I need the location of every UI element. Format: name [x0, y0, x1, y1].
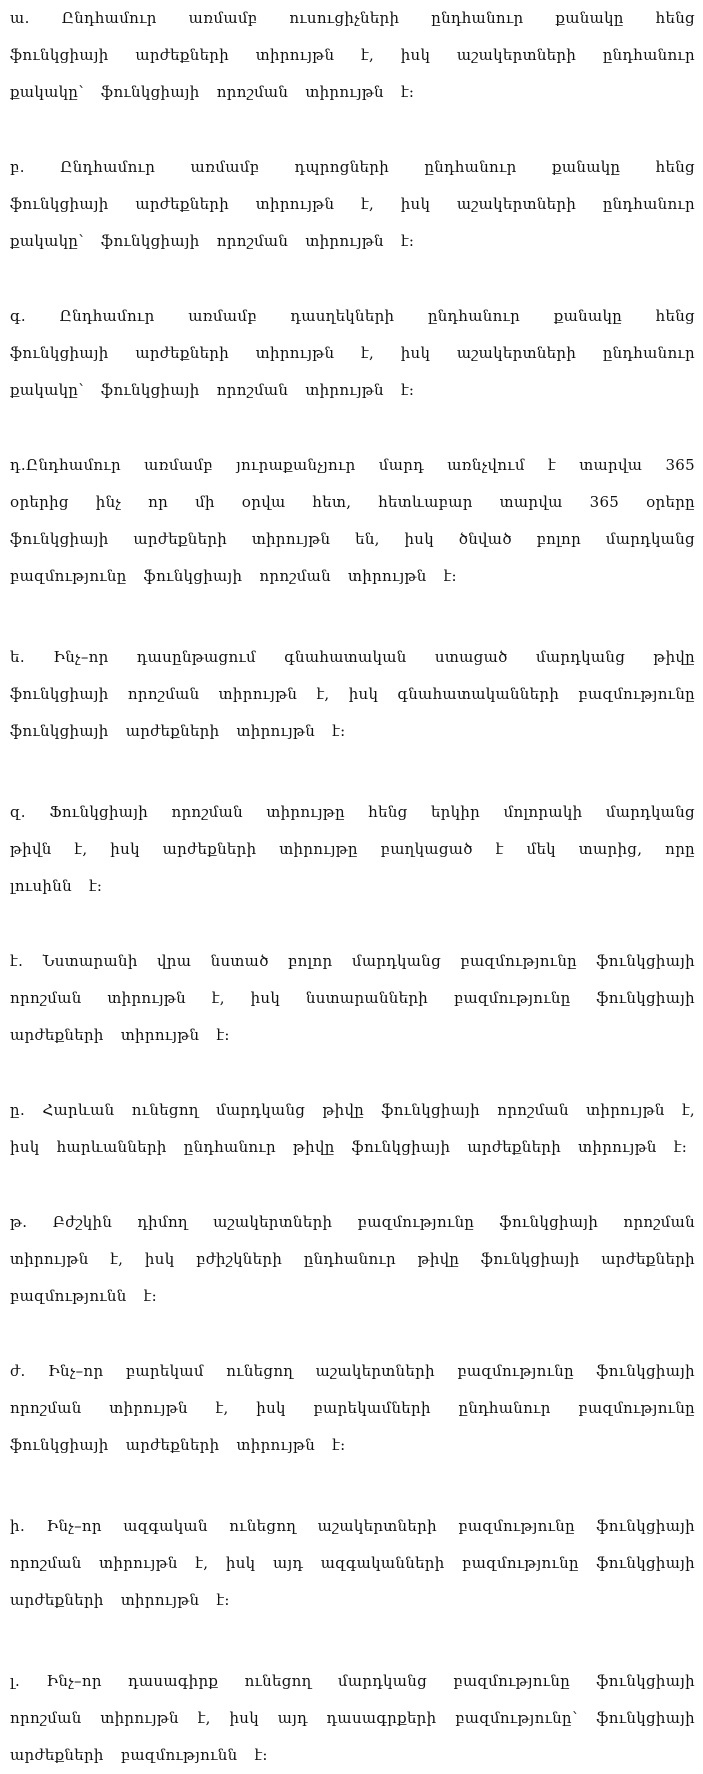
answer-option-y: ը․ Հարևան ունեցող մարդկանց թիվը ֆունկցիայի որոշման տիրույթն է, իսկ հարևանների ընդհանուր թիվը ֆունկցիայի արժեքների տիրույթն է: — [10, 1101, 695, 1156]
answer-option-e: ե․ Ինչ–որ դասընթացում գնահատական ստացած մարդկանց թիվը ֆունկցիայի որոշման տիրույթն է, իսկ գնահատականների բազմությունը ֆունկցիայի արժեքների տիրույթն է: — [10, 648, 695, 740]
answer-option-t: թ․ Բժշկին դիմող աշակերտների բազմությունը ֆունկցիայի որոշման տիրույթն է, իսկ բժիշկների ընդհանուր թիվը ֆունկցիայի արժեքների բազմությունն է: — [10, 1213, 695, 1305]
answer-option-z: զ․ Ֆունկցիայի որոշման տիրույթը հենց երկիր մոլորակի մարդկանց թիվն է, իսկ արժեքների տիրույթը բաղկացած է մեկ տարից, որը լուսինն է: — [10, 803, 695, 895]
answer-option-i: ի․ Ինչ–որ ազգական ունեցող աշակերտների բազմությունը ֆունկցիայի որոշման տիրույթն է, իսկ այդ ազգականների բազմությունը ֆունկցիայի արժեքների տիրույթն է: — [10, 1517, 695, 1609]
answer-option-a: ա․ Ընդհամուր առմամբ ուսուցիչների ընդհանուր քանակը հենց ֆունկցիայի արժեքների տիրույթն է, իսկ աշակերտների ընդհանուր քակակը՝ ֆունկցիայի որոշման տիրույթն է: — [10, 9, 695, 101]
answer-option-l: լ․ Ինչ–որ դասագիրք ունեցող մարդկանց բազմությունը ֆունկցիայի որոշման տիրույթն է, իսկ այդ դասագրքերի բազմությունը՝ ֆունկցիայի արժեքների բազմությունն է: — [10, 1672, 695, 1764]
answer-option-b: բ․ Ընդհամուր առմամբ դպրոցների ընդհանուր քանակը հենց ֆունկցիայի արժեքների տիրույթն է, իսկ աշակերտների ընդհանուր քակակը՝ ֆունկցիայի որոշման տիրույթն է: — [10, 158, 695, 250]
answer-option-g: գ․ Ընդհամուր առմամբ դասղեկների ընդհանուր քանակը հենց ֆունկցիայի արժեքների տիրույթն է, իսկ աշակերտների ընդհանուր քակակը՝ ֆունկցիայի որոշման տիրույթն է: — [10, 307, 695, 399]
document-body — [10, 0, 695, 1774]
answer-option-d: դ․Ընդհամուր առմամբ յուրաքանչյուր մարդ առնչվում է տարվա 365 օրերից ինչ որ մի օրվա հետ, հետևաբար տարվա 365 օրերը ֆունկցիայի արժեքների տիրույթն են, իսկ ծնված բոլոր մարդկանց բազմությունը ֆունկցիայի որոշման տիրույթն է: — [10, 456, 695, 585]
answer-option-e2: է․ Նստարանի վրա նստած բոլոր մարդկանց բազմությունը ֆունկցիայի որոշման տիրույթն է, իսկ նստարանների բազմությունը ֆունկցիայի արժեքների տիրույթն է: — [10, 952, 695, 1044]
answer-option-zh: ժ․ Ինչ–որ բարեկամ ունեցող աշակերտների բազմությունը ֆունկցիայի որոշման տիրույթն է, իսկ բարեկամների ընդհանուր բազմությունը ֆունկցիայի արժեքների տիրույթն է: — [10, 1362, 695, 1454]
